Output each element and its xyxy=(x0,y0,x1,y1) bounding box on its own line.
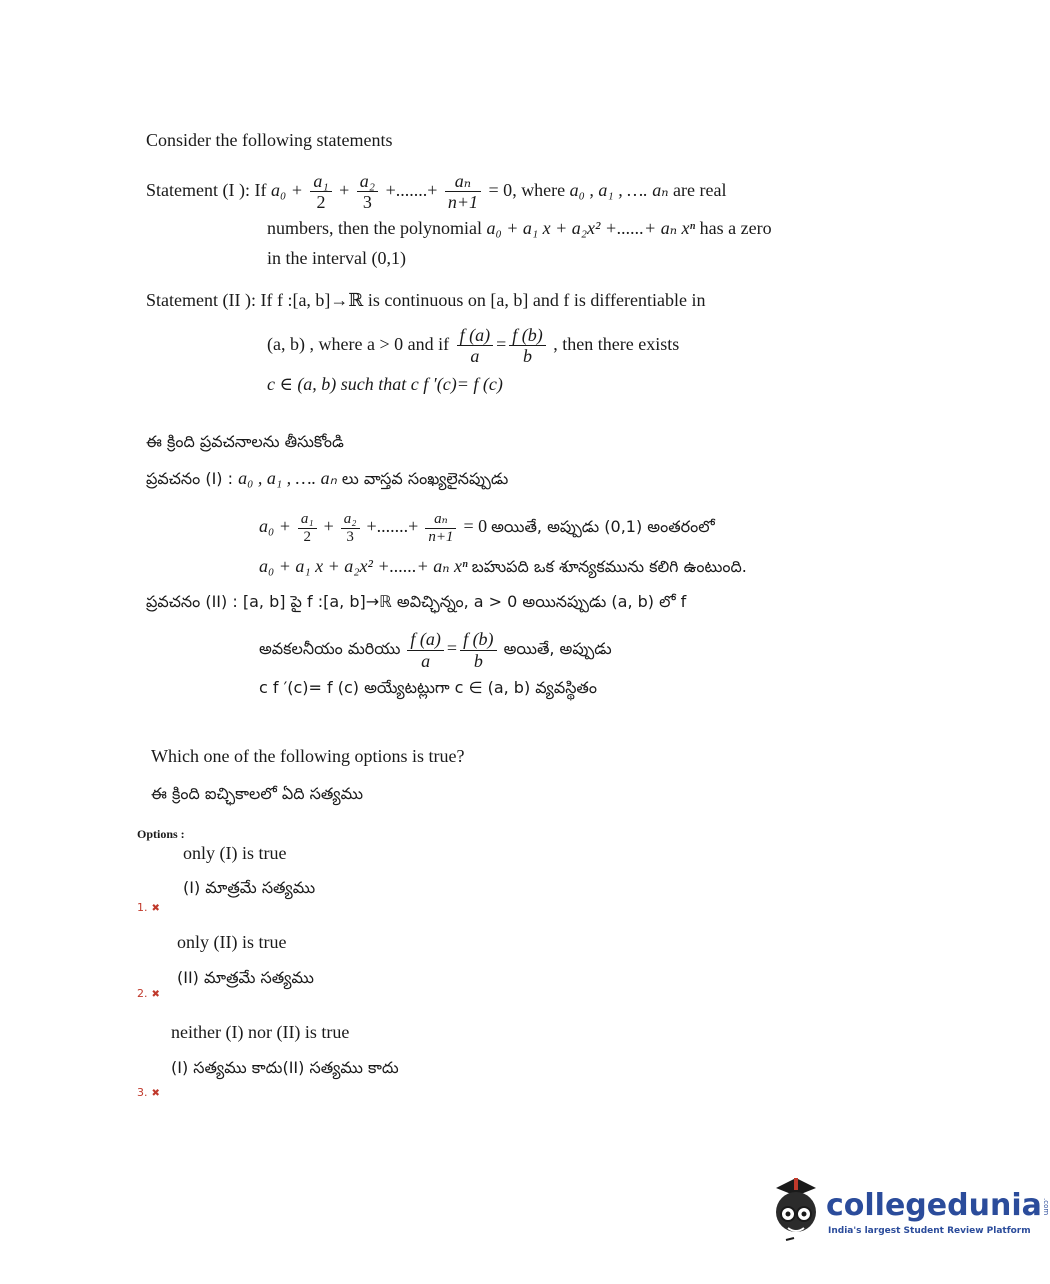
logo-suffix: .com xyxy=(1041,1197,1050,1215)
then-exists-text: , then there exists xyxy=(553,334,680,354)
statement-2-label: Statement (II ): xyxy=(146,290,256,310)
wrong-icon: ✖ xyxy=(151,903,160,914)
statement-1-label: Statement (I ): xyxy=(146,180,250,200)
option-1-te[interactable]: (I) మాత్రమే సత్యము xyxy=(183,878,316,897)
coefficient-seq: a₀ , a₁ , …. aₙ xyxy=(569,180,669,200)
question-en: Which one of the following options is true? xyxy=(151,746,465,766)
ellipsis-plus: +.......+ xyxy=(385,180,438,200)
sum-start: a₀ + xyxy=(270,180,303,200)
te-polynomial: a₀ + a₁ x + a₂x² +......+ aₙ xⁿ xyxy=(259,556,468,576)
te-has-zero-text: బహుపది ఒక శూన్యకమును కలిగి ఉంటుంది. xyxy=(471,557,747,576)
logo-name: collegedunia xyxy=(826,1188,1042,1223)
logo-tagline: India's largest Student Review Platform xyxy=(828,1226,1031,1236)
statement-1-line1 xyxy=(146,166,726,214)
te-equals-sign: = xyxy=(446,638,458,658)
option-1-en[interactable]: only (I) is true xyxy=(183,843,287,863)
statement-1-line2 xyxy=(267,218,772,239)
option-2-number: 2. xyxy=(137,987,148,1000)
logo-wordmark xyxy=(826,1188,1050,1223)
equals-zero: = 0 xyxy=(488,180,513,200)
statement-2-line3: c ∈ (a, b) such that c f ′(c)= f (c) xyxy=(267,374,503,394)
polynomial-text: numbers, then the polynomial xyxy=(267,218,482,238)
option-2-te[interactable]: (II) మాత్రమే సత్యము xyxy=(177,968,314,987)
te-statement-1-line1 xyxy=(146,468,508,492)
fraction-a1-2: $\frac{\text{a₁}}{2}$ xyxy=(310,171,331,213)
te-statement-1-line3 xyxy=(259,556,747,580)
options-label: Options : xyxy=(137,827,185,841)
te-statement-1-line2 xyxy=(259,502,715,552)
wrong-icon: ✖ xyxy=(151,1088,160,1099)
wrong-icon: ✖ xyxy=(151,989,160,1000)
option-3-number: 3. xyxy=(137,1086,148,1099)
option-1-number: 1. xyxy=(137,901,148,914)
are-real-text: are real xyxy=(673,180,727,200)
statement-1-line3 xyxy=(267,248,406,269)
te-real-numbers-text: లు వాస్తవ సంఖ్యలైనప్పుడు xyxy=(341,469,509,488)
equals-sign: = xyxy=(496,334,507,354)
te-plus-sign: + xyxy=(323,516,334,536)
option-2-en[interactable]: only (II) is true xyxy=(177,932,287,952)
fraction-fb-b: $\frac{f (b)}{b}$ xyxy=(509,325,546,367)
fraction-an-n1: $\frac{\text{aₙ}}{n+1}$ xyxy=(445,171,481,213)
te-if-then-text: అయితే, అప్పుడు xyxy=(503,639,612,658)
te-statement-2-line3: c f ′(c)= f (c) అయ్యేటట్లుగా c ∈ (a, b) వ్యవస్థితం xyxy=(259,678,597,697)
te-fraction-fb-b: $\frac{f (b)}{b}$ xyxy=(460,629,497,671)
te-coefficient-seq: a₀ , a₁ , …. aₙ xyxy=(238,468,337,488)
te-ellipsis-plus: +.......+ xyxy=(366,516,419,536)
option-2-marker[interactable] xyxy=(137,984,160,1002)
te-statement-2-label: ప్రవచనం (II) : xyxy=(146,592,238,611)
te-sum-start: a₀ + xyxy=(259,516,291,536)
where-text: , where xyxy=(512,180,566,200)
te-then-interval-text: అయితే, అప్పుడు (0,1) అంతరంలో xyxy=(491,517,715,536)
fraction-a2-3: $\frac{\text{a₂}}{3}$ xyxy=(357,171,378,213)
te-fraction-a2-3: $\frac{\text{a₂}}{3}$ xyxy=(341,511,360,547)
interval-value: (0,1) xyxy=(371,248,406,268)
intro-te: ఈ క్రింది ప్రవచనాలను తీసుకోండి xyxy=(146,432,344,451)
collegedunia-mascot-icon xyxy=(766,1176,826,1244)
option-1-marker[interactable] xyxy=(137,898,160,916)
polynomial: a₀ + a₁ x + a₂x² +......+ aₙ xⁿ xyxy=(486,218,696,238)
statement-1-if: If xyxy=(254,180,267,200)
option-3-marker[interactable] xyxy=(137,1083,160,1101)
te-fraction-an-n1: $\frac{\text{aₙ}}{n+1}$ xyxy=(425,511,456,547)
te-statement-2-line2 xyxy=(259,624,612,674)
question-te: ఈ క్రింది ఐచ్ఛికాలలో ఏది సత్యము xyxy=(151,784,364,803)
intro-en: Consider the following statements xyxy=(146,130,393,150)
te-statement-1-label: ప్రవచనం (I) : xyxy=(146,469,234,488)
option-3-en[interactable]: neither (I) nor (II) is true xyxy=(171,1022,350,1042)
te-differentiable-text: అవకలనీయం మరియు xyxy=(259,639,401,658)
where-a-text: (a, b) , where a > 0 and if xyxy=(267,334,450,354)
te-equals-zero: = 0 xyxy=(463,516,488,536)
has-zero-text: has a zero xyxy=(699,218,772,238)
interval-text: in the interval xyxy=(267,248,367,268)
statement-2-text: If f :[a, b]→ℝ is continuous on [a, b] and f is differentiable in xyxy=(260,290,706,310)
te-statement-2-line1 xyxy=(146,592,686,615)
statement-2-line1 xyxy=(146,290,705,311)
te-fraction-fa-a: $\frac{f (a)}{a}$ xyxy=(407,629,444,671)
fraction-fa-a: $\frac{f (a)}{a}$ xyxy=(457,325,494,367)
te-fraction-a1-2: $\frac{\text{a₁}}{2}$ xyxy=(298,511,317,547)
option-3-te[interactable]: (I) సత్యము కాదు(II) సత్యము కాదు xyxy=(171,1058,399,1077)
te-statement-2-text: [a, b] పై f :[a, b]→ℝ అవిచ్ఛిన్నం, a > 0 అయినప్పుడు (a, b) లో f xyxy=(242,592,687,611)
statement-2-line2 xyxy=(267,320,679,368)
plus-sign: + xyxy=(339,180,350,200)
